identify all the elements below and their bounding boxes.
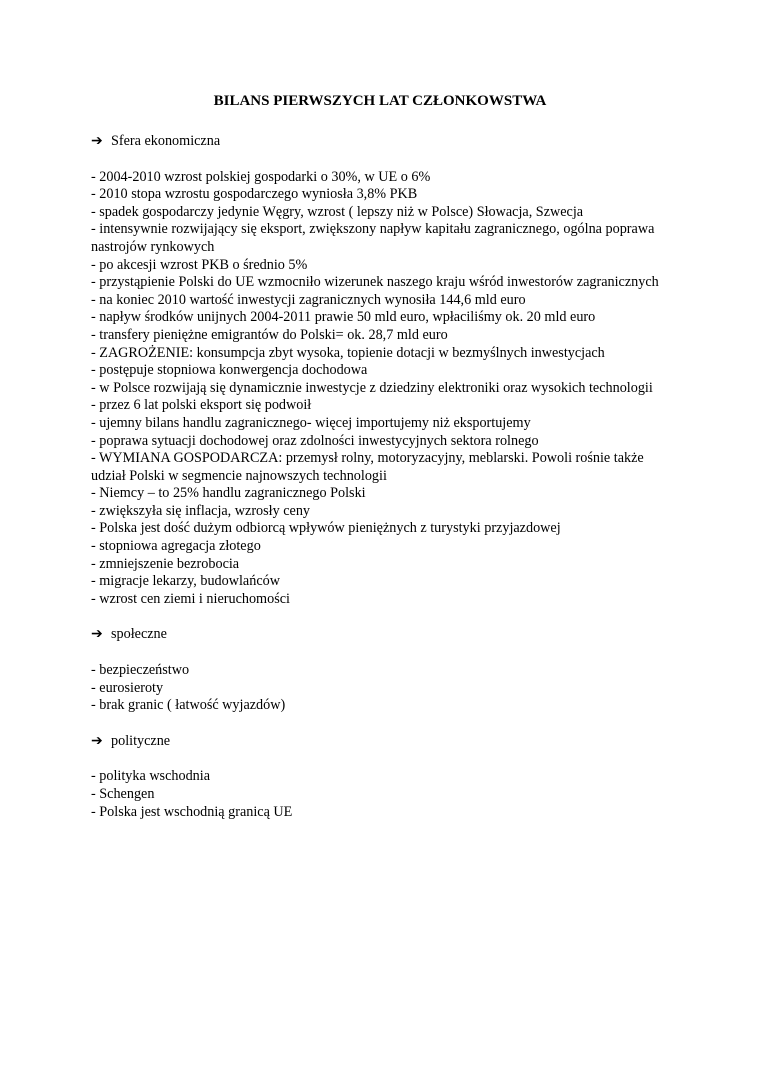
section-social — [91, 626, 671, 732]
list-item: - intensywnie rozwijający się eksport, zwiększony napływ kapitału zagranicznego, ogólna poprawa nastrojów rynkowych — [91, 221, 655, 255]
list-item: - WYMIANA GOSPODARCZA: przemysł rolny, motoryzacyjny, meblarski. Powoli rośnie także udział Polski w segmencie najnowszych technologii — [91, 450, 644, 484]
list-item: - bezpieczeństwo — [91, 662, 190, 679]
arrow-right-icon: ➔ — [91, 133, 103, 149]
section-heading-label: polityczne — [111, 732, 171, 749]
list-item: - Schengen — [91, 786, 155, 802]
arrow-right-icon: ➔ — [91, 732, 103, 749]
bullet-list — [91, 169, 671, 609]
section-heading-label: społeczne — [111, 626, 167, 643]
section-heading — [91, 133, 671, 151]
list-item: - po akcesji wzrost PKB o średnio 5% — [91, 256, 308, 273]
list-item: - Niemcy – to 25% handlu zagranicznego Polski — [91, 485, 366, 502]
document-body — [91, 133, 671, 821]
list-item: - brak granic ( łatwość wyjazdów) — [91, 697, 286, 714]
section-economic — [91, 133, 671, 626]
section-heading-label: Sfera ekonomiczna — [111, 133, 221, 149]
list-item: - zwiększyła się inflacja, wzrosły ceny — [91, 502, 311, 519]
section-political — [91, 733, 671, 821]
section-spacer — [91, 715, 671, 733]
list-item: - migracje lekarzy, budowlańców — [91, 573, 280, 590]
list-item: - na koniec 2010 wartość inwestycji zagranicznych wynosiła 144,6 mld euro — [91, 291, 526, 308]
list-item: - 2004-2010 wzrost polskiej gospodarki o 30%, w UE o 6% — [91, 168, 431, 185]
section-heading — [91, 626, 671, 644]
list-item: - postępuje stopniowa konwergencja dochodowa — [91, 362, 368, 379]
bullet-list — [91, 768, 671, 821]
list-item: - ZAGROŻENIE: konsumpcja zbyt wysoka, topienie dotacji w bezmyślnych inwestycjach — [91, 344, 605, 361]
list-item: - stopniowa agregacja złotego — [91, 538, 261, 555]
list-item: - zmniejszenie bezrobocia — [91, 555, 240, 572]
section-spacer — [91, 608, 671, 626]
list-item: - wzrost cen ziemi i nieruchomości — [91, 590, 290, 607]
list-item: - Polska jest wschodnią granicą UE — [91, 803, 293, 820]
list-item: - w Polsce rozwijają się dynamicznie inwestycje z dziedziny elektroniki oraz wysokich technologii — [91, 379, 653, 396]
list-item: - eurosieroty — [91, 679, 164, 696]
bullet-list — [91, 662, 671, 715]
list-item: - spadek gospodarczy jedynie Węgry, wzrost ( lepszy niż w Polsce) Słowacja, Szwecja — [91, 203, 584, 220]
list-item: - ujemny bilans handlu zagranicznego- więcej importujemy niż eksportujemy — [91, 414, 531, 431]
arrow-right-icon: ➔ — [91, 626, 103, 643]
list-item: - transfery pieniężne emigrantów do Polski= ok. 28,7 mld euro — [91, 326, 448, 343]
list-item: - 2010 stopa wzrostu gospodarczego wyniosła 3,8% PKB — [91, 186, 418, 203]
list-item: - poprawa sytuacji dochodowej oraz zdolności inwestycyjnych sektora rolnego — [91, 432, 539, 449]
document-title: BILANS PIERWSZYCH LAT CZŁONKOWSTWA — [213, 93, 547, 109]
list-item: - przez 6 lat polski eksport się podwoił — [91, 397, 312, 414]
list-item: - polityka wschodnia — [91, 768, 210, 785]
list-item: - przystąpienie Polski do UE wzmocniło wizerunek naszego kraju wśród inwestorów zagranicznych — [91, 274, 659, 291]
section-heading — [91, 733, 671, 751]
list-item: - Polska jest dość dużym odbiorcą wpływów pieniężnych z turystyki przyjazdowej — [91, 520, 561, 537]
list-item: - napływ środków unijnych 2004-2011 prawie 50 mld euro, wpłaciliśmy ok. 20 mld euro — [91, 309, 596, 326]
